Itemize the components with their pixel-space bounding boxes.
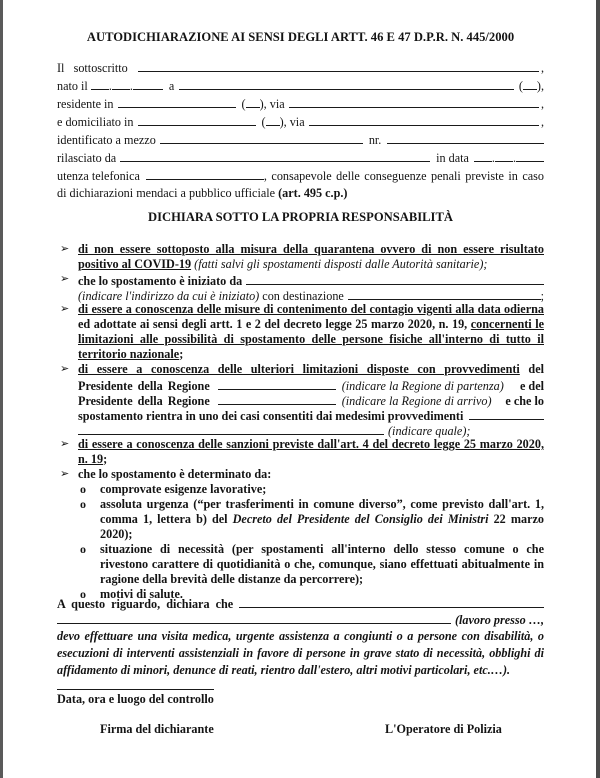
- rilasciato-label: rilasciato da: [57, 151, 117, 165]
- reason-lavorative: comprovate esigenze lavorative;: [100, 482, 267, 496]
- sub-bullet-icon: o: [80, 482, 86, 496]
- sottoscritto-row: [57, 59, 544, 76]
- provvedimento-field[interactable]: [469, 407, 544, 420]
- dichiarazioni-row: [57, 185, 544, 202]
- quarantena-line-2: [78, 257, 544, 272]
- semicolon: ;: [103, 452, 108, 466]
- reason-necessita-line-3: ragione della brevità delle distanze da percorrere);: [100, 572, 364, 586]
- reason-urgenza-line-2: [100, 512, 544, 527]
- covid-text: positivo al COVID-19: [78, 257, 192, 271]
- presidente-label: Presidente della Regione: [78, 394, 210, 408]
- art-495-reference: (art. 495 c.p.): [278, 186, 348, 200]
- semicolon: ;: [179, 347, 184, 361]
- e-che-lo-text: e che lo: [502, 394, 544, 408]
- via-label: ), via: [279, 115, 305, 129]
- spostamento-label: che lo spostamento è iniziato da: [78, 274, 243, 288]
- data-ora-luogo-label: Data, ora e luogo del controllo: [57, 692, 214, 706]
- arrow-bullet-icon: ➢: [60, 363, 70, 375]
- paren-open: (: [241, 97, 246, 111]
- issue-month-field[interactable]: [495, 149, 513, 162]
- arrival-region-hint: (indicare la Regione di arrivo): [341, 394, 492, 408]
- operatore-polizia-label: L'Operatore di Polizia: [385, 722, 502, 736]
- domicile-street-field[interactable]: [309, 113, 539, 126]
- sub-bullet-icon: o: [80, 542, 86, 556]
- n19-text: n. 19: [78, 452, 104, 466]
- page-border-right: [596, 0, 600, 778]
- nr-label: nr.: [368, 133, 382, 147]
- dot-separator: .: [512, 151, 516, 165]
- consapevole-text: , consapevole delle conseguenze penali previste in caso: [263, 169, 544, 183]
- document-title: AUTODICHIARAZIONE AI SENSI DEGLI ARTT. 46 E 47 D.P.R. N. 445/2000: [86, 30, 515, 44]
- issue-year-field[interactable]: [516, 149, 544, 162]
- birth-province-field[interactable]: [523, 77, 537, 90]
- sottoscritto-label: Il sottoscritto: [57, 61, 128, 75]
- arrow-bullet-icon: ➢: [60, 273, 70, 285]
- domiciliato-label: e domiciliato in: [57, 115, 134, 129]
- reason-necessita-line-1: situazione di necessità (per spostamenti all'interno dello stesso comune o che: [100, 542, 544, 556]
- destinazione-label: con destinazione: [259, 289, 344, 303]
- e-del-text: e del: [516, 379, 544, 393]
- quale-hint: (indicare quale);: [388, 424, 471, 438]
- nato-row: [57, 77, 544, 94]
- nato-a-label: a: [168, 79, 175, 93]
- rilasciato-row: [57, 149, 544, 166]
- riguardo-line-3: devo effettuare una visita medica, urgente assistenza a congiunti o a persone con disabilità, o: [57, 629, 544, 643]
- identificato-label: identificato a mezzo: [57, 133, 156, 147]
- quarantena-exception-text: (fatti salvi gli spostamenti disposti dalle Autorità sanitarie);: [191, 257, 488, 271]
- ulteriori-line-1: [78, 362, 544, 377]
- riguardo-field[interactable]: [239, 595, 544, 608]
- identificato-row: [57, 131, 544, 148]
- sanzioni-line-1: di essere a conoscenza delle sanzioni previste dall'art. 4 del decreto legge 25 marzo 2020,: [78, 437, 544, 451]
- nato-label: nato il: [57, 79, 88, 93]
- domiciliato-row: [57, 113, 544, 130]
- domicile-city-field[interactable]: [138, 113, 256, 126]
- lavoro-hint: (lavoro presso …,: [454, 613, 544, 627]
- semicolon: ;: [540, 289, 544, 303]
- arrow-bullet-icon: ➢: [60, 438, 70, 450]
- control-signature-line[interactable]: [57, 689, 214, 690]
- page-border-left: [0, 0, 3, 778]
- presidente-label: Presidente della Regione: [78, 379, 210, 393]
- misure-line-3: limitazioni alle possibilità di spostamento delle persone fisiche all'interno di tutto il: [78, 332, 544, 346]
- riguardo-row: [57, 595, 544, 612]
- comma-lettera-text: comma 1, lettera b) del: [100, 512, 233, 526]
- del-text: del: [519, 362, 544, 376]
- domicile-province-field[interactable]: [266, 113, 280, 126]
- riguardo-field-continued[interactable]: [57, 611, 451, 624]
- riguardo-line-5: affidamento di minori, denunce di reati, rientro dall'estero, altri motivi particolari, etc.…).: [57, 663, 511, 677]
- reason-salute: motivi di salute.: [100, 587, 183, 601]
- riguardo-row-2: [57, 611, 544, 628]
- riguardo-label: A questo riguardo, dichiara che: [57, 597, 234, 611]
- provvedimento-detail-field[interactable]: [78, 422, 384, 435]
- territorio-text: territorio nazionale: [78, 347, 180, 361]
- residente-label: residente in: [57, 97, 114, 111]
- issued-by-field[interactable]: [120, 149, 430, 162]
- residente-row: [57, 95, 544, 112]
- arrival-region-field[interactable]: [218, 392, 336, 405]
- dichiarazioni-text: di dichiarazioni mendaci a pubblico ufficiale: [57, 186, 279, 200]
- misure-line-4: [78, 347, 544, 362]
- reason-urgenza-line-1: assoluta urgenza (“per trasferimenti in comune diverso”, come previsto dall'art. 1,: [100, 497, 544, 511]
- quarantena-line-1: di non essere sottoposto alla misura della quarantena ovvero di non essere risultato: [78, 242, 544, 256]
- arrow-bullet-icon: ➢: [60, 243, 70, 255]
- firma-dichiarante-label: Firma del dichiarante: [100, 722, 214, 736]
- sottoscritto-field[interactable]: [138, 59, 539, 72]
- arrow-bullet-icon: ➢: [60, 468, 70, 480]
- dot-separator: .: [129, 79, 133, 93]
- reason-urgenza-line-3: 2020);: [100, 527, 133, 541]
- sanzioni-line-2: [78, 452, 544, 467]
- comma: ,: [540, 115, 544, 129]
- departure-region-field[interactable]: [218, 377, 336, 390]
- birth-year-field[interactable]: [133, 77, 163, 90]
- misure-decree-text: ed adottate ai sensi degli artt. 1 e 2 del decreto legge 25 marzo 2020, n. 19,: [78, 317, 471, 331]
- misure-line-2: [78, 317, 544, 332]
- paren-close: ),: [536, 79, 544, 93]
- concernenti-text: concernenti le: [470, 317, 544, 331]
- sub-bullet-icon: o: [80, 497, 86, 511]
- id-number-field[interactable]: [387, 131, 544, 144]
- id-document-field[interactable]: [160, 131, 363, 144]
- dot-separator: .: [108, 79, 112, 93]
- residence-province-field[interactable]: [246, 95, 260, 108]
- rientra-text: spostamento rientra in uno dei casi consentiti dai medesimi provvedimenti: [78, 409, 464, 423]
- dpcm-text: Decreto del Presidente del Consiglio dei Ministri: [232, 512, 489, 526]
- via-label: ), via: [259, 97, 285, 111]
- utenza-label: utenza telefonica: [57, 169, 140, 183]
- phone-field[interactable]: [146, 167, 264, 180]
- departure-hint: (indicare l'indirizzo da cui è iniziato): [78, 289, 260, 303]
- misure-line-1: di essere a conoscenza delle misure di contenimento del contagio vigenti alla data odierna: [78, 302, 544, 316]
- paren-open: (: [261, 115, 266, 129]
- comma: ,: [540, 61, 544, 75]
- destination-field[interactable]: [348, 287, 541, 300]
- date-text: 22 marzo: [488, 512, 544, 526]
- sub-bullet-icon: o: [80, 587, 86, 601]
- riguardo-line-4: esecuzioni di interventi assistenziali in favore di persone in grave stato di necessità, obblighi di: [57, 646, 544, 660]
- ulteriori-text: di essere a conoscenza delle ulteriori limitazioni disposte con provvedimenti: [78, 362, 520, 376]
- birth-day-field[interactable]: [91, 77, 109, 90]
- issue-day-field[interactable]: [474, 149, 492, 162]
- determinato-label: che lo spostamento è determinato da:: [78, 467, 272, 481]
- declaration-heading: DICHIARA SOTTO LA PROPRIA RESPONSABILITÀ: [148, 210, 453, 224]
- departure-address-field[interactable]: [246, 272, 544, 285]
- birth-month-field[interactable]: [112, 77, 130, 90]
- comma: ,: [540, 97, 544, 111]
- residence-street-field[interactable]: [289, 95, 539, 108]
- reason-necessita-line-2: rivestono carattere di quotidianità o che, comunque, siano effettuati abitualmente in: [100, 557, 544, 571]
- arrow-bullet-icon: ➢: [60, 303, 70, 315]
- residence-city-field[interactable]: [118, 95, 236, 108]
- paren-open: (: [518, 79, 523, 93]
- departure-region-hint: (indicare la Regione di partenza): [341, 379, 504, 393]
- utenza-row: [57, 167, 544, 184]
- birth-place-field[interactable]: [179, 77, 514, 90]
- dot-separator: .: [491, 151, 495, 165]
- in-data-label: in data: [436, 151, 469, 165]
